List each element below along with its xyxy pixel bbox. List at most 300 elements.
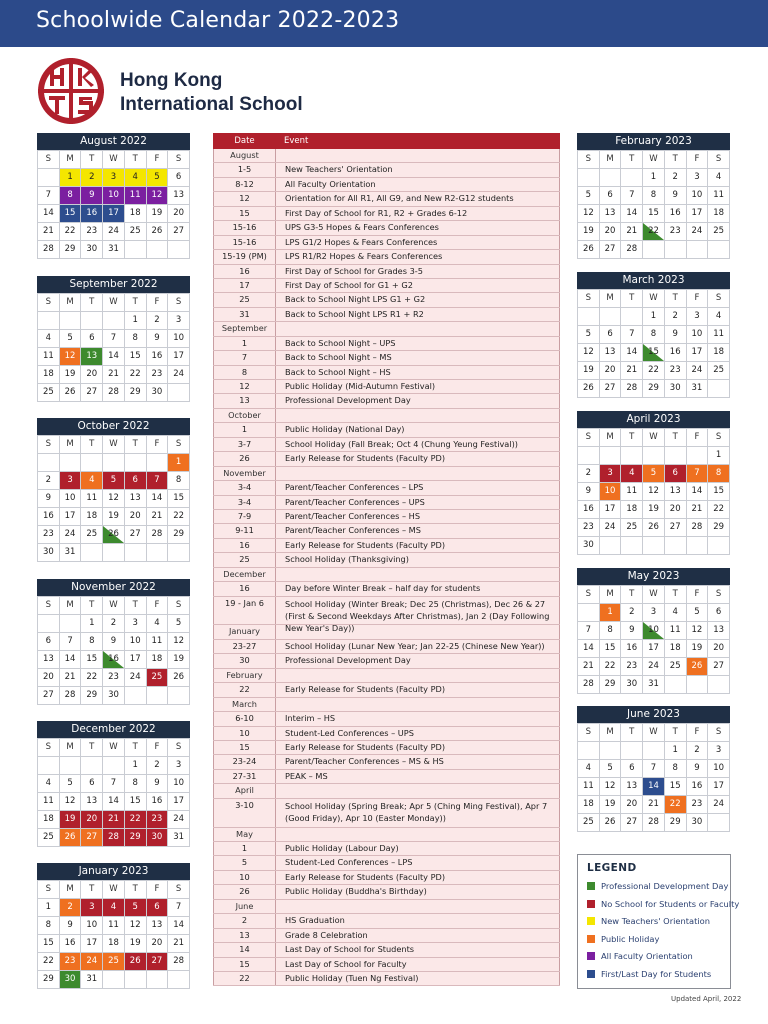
calendar-day: 19 xyxy=(147,205,169,223)
event-row xyxy=(213,842,560,856)
weekday-label: F xyxy=(687,586,709,604)
event-row xyxy=(213,755,560,769)
calendar-day: 26 xyxy=(60,829,82,847)
calendar-day: 19 xyxy=(125,935,147,953)
weekday-label: W xyxy=(643,290,665,308)
calendar-day: 22 xyxy=(125,366,147,384)
calendar-day: 9 xyxy=(578,483,600,501)
calendar-day: 7 xyxy=(38,187,60,205)
weekday-label: F xyxy=(687,724,709,742)
event-date: 8 xyxy=(213,366,276,379)
legend-swatch xyxy=(587,882,595,890)
event-date: 17 xyxy=(213,279,276,292)
event-date: 2 xyxy=(213,914,276,927)
calendar-day: 10 xyxy=(168,330,190,348)
calendar-day: 10 xyxy=(708,760,730,778)
calendar-day: 13 xyxy=(600,344,622,362)
calendar-empty-cell xyxy=(168,544,190,562)
calendar-empty-cell xyxy=(147,687,169,705)
event-description: Parent/Teacher Conferences – UPS xyxy=(276,496,560,509)
calendar-day: 17 xyxy=(600,501,622,519)
calendar-day: 28 xyxy=(621,380,643,398)
event-row xyxy=(213,423,560,437)
event-description: LPS G1/2 Hopes & Fears Conferences xyxy=(276,236,560,249)
event-date: 1-5 xyxy=(213,163,276,176)
legend-item xyxy=(587,933,659,945)
calendar-day: 19 xyxy=(578,223,600,241)
event-row xyxy=(213,293,560,307)
event-row xyxy=(213,856,560,870)
weekday-label: S xyxy=(708,724,730,742)
event-date: 16 xyxy=(213,265,276,278)
calendar-day: 13 xyxy=(168,187,190,205)
weekday-label: T xyxy=(81,436,103,454)
calendar-day: 20 xyxy=(125,508,147,526)
calendar-april-2023 xyxy=(577,411,730,555)
event-row xyxy=(213,207,560,221)
weekday-label: S xyxy=(38,294,60,312)
weekday-label: S xyxy=(578,429,600,447)
calendar-day: 8 xyxy=(81,633,103,651)
calendar-grid xyxy=(37,293,190,402)
weekday-label: W xyxy=(103,151,125,169)
calendar-day: 24 xyxy=(103,223,125,241)
calendar-empty-cell xyxy=(621,447,643,465)
event-row xyxy=(213,265,560,279)
event-row xyxy=(213,727,560,741)
calendar-day: 24 xyxy=(168,811,190,829)
event-row xyxy=(213,452,560,466)
event-date: June xyxy=(213,900,276,913)
calendar-day: 21 xyxy=(60,669,82,687)
calendar-day: 14 xyxy=(168,917,190,935)
calendar-day: 30 xyxy=(578,537,600,555)
calendar-day: 21 xyxy=(643,796,665,814)
event-description: Back to School Night – MS xyxy=(276,351,560,364)
event-description: Parent/Teacher Conferences – LPS xyxy=(276,481,560,494)
calendar-day: 7 xyxy=(643,760,665,778)
calendar-day: 23 xyxy=(38,526,60,544)
calendar-empty-cell xyxy=(60,757,82,775)
calendar-day: 9 xyxy=(621,622,643,640)
calendar-day: 10 xyxy=(643,622,665,640)
calendar-empty-cell xyxy=(147,971,169,989)
month-row xyxy=(213,828,560,842)
event-row xyxy=(213,885,560,899)
calendar-empty-cell xyxy=(687,537,709,555)
school-name-line1: Hong Kong xyxy=(120,70,223,91)
event-description: Back to School Night LPS R1 + R2 xyxy=(276,308,560,321)
calendar-day: 1 xyxy=(125,312,147,330)
calendar-day: 18 xyxy=(81,508,103,526)
calendar-day: 9 xyxy=(103,633,125,651)
calendar-day: 3 xyxy=(125,615,147,633)
event-row xyxy=(213,958,560,972)
calendar-day: 17 xyxy=(168,348,190,366)
event-date: 16 xyxy=(213,539,276,552)
event-description: Professional Development Day xyxy=(276,394,560,407)
weekday-label: S xyxy=(708,151,730,169)
calendar-day: 27 xyxy=(708,658,730,676)
weekday-label: F xyxy=(147,436,169,454)
legend-title: LEGEND xyxy=(587,862,637,874)
calendar-empty-cell xyxy=(38,615,60,633)
event-date: 22 xyxy=(213,683,276,696)
calendar-day: 5 xyxy=(168,615,190,633)
calendar-empty-cell xyxy=(168,384,190,402)
weekday-label: T xyxy=(125,597,147,615)
calendar-day: 3 xyxy=(168,757,190,775)
weekday-label: M xyxy=(60,151,82,169)
calendar-day: 6 xyxy=(600,187,622,205)
calendar-day: 5 xyxy=(578,187,600,205)
event-row xyxy=(213,308,560,322)
calendar-day: 14 xyxy=(60,651,82,669)
weekday-label: T xyxy=(665,151,687,169)
calendar-june-2023 xyxy=(577,706,730,832)
calendar-empty-cell xyxy=(578,604,600,622)
event-date: 10 xyxy=(213,727,276,740)
weekday-label: M xyxy=(60,597,82,615)
calendar-day: 1 xyxy=(60,169,82,187)
event-description: Early Release for Students (Faculty PD) xyxy=(276,539,560,552)
weekday-label: S xyxy=(168,597,190,615)
calendar-empty-cell xyxy=(81,312,103,330)
calendar-day: 22 xyxy=(168,508,190,526)
event-description: Last Day of School for Students xyxy=(276,943,560,956)
event-date: 27-31 xyxy=(213,770,276,783)
event-description: Grade 8 Celebration xyxy=(276,929,560,942)
event-row xyxy=(213,236,560,250)
calendar-day: 19 xyxy=(643,501,665,519)
event-row xyxy=(213,524,560,538)
calendar-empty-cell xyxy=(168,241,190,259)
event-description: Public Holiday (Tuen Ng Festival) xyxy=(276,972,560,985)
event-description: PEAK – MS xyxy=(276,770,560,783)
calendar-empty-cell xyxy=(60,615,82,633)
calendar-day: 7 xyxy=(103,330,125,348)
calendar-day: 29 xyxy=(125,384,147,402)
calendar-month-title: June 2023 xyxy=(577,706,730,723)
calendar-january-2023 xyxy=(37,863,190,989)
calendar-day: 6 xyxy=(38,633,60,651)
calendar-empty-cell xyxy=(600,169,622,187)
calendar-day: 29 xyxy=(81,687,103,705)
calendar-day: 16 xyxy=(103,651,125,669)
calendar-day: 29 xyxy=(60,241,82,259)
calendar-day: 23 xyxy=(665,362,687,380)
calendar-day: 13 xyxy=(600,205,622,223)
calendar-empty-cell xyxy=(125,544,147,562)
calendar-day: 9 xyxy=(147,775,169,793)
calendar-day: 3 xyxy=(600,465,622,483)
calendar-day: 3 xyxy=(708,742,730,760)
calendar-empty-cell xyxy=(708,241,730,259)
event-description: Orientation for All R1, All G9, and New R2-G12 students xyxy=(276,192,560,205)
calendar-empty-cell xyxy=(81,544,103,562)
calendar-december-2022 xyxy=(37,721,190,847)
calendar-day: 10 xyxy=(125,633,147,651)
calendar-day: 16 xyxy=(665,344,687,362)
event-row xyxy=(213,929,560,943)
event-column-header: Event xyxy=(284,136,309,146)
month-row xyxy=(213,698,560,712)
weekday-label: M xyxy=(600,429,622,447)
calendar-day: 12 xyxy=(643,483,665,501)
event-row xyxy=(213,712,560,726)
weekday-label: S xyxy=(578,290,600,308)
calendar-day: 16 xyxy=(621,640,643,658)
event-date: 30 xyxy=(213,654,276,667)
calendar-empty-cell xyxy=(103,544,125,562)
event-description: Public Holiday (Buddha's Birthday) xyxy=(276,885,560,898)
event-date: 1 xyxy=(213,842,276,855)
calendar-day: 28 xyxy=(103,384,125,402)
calendar-month-title: March 2023 xyxy=(577,272,730,289)
calendar-day: 24 xyxy=(708,796,730,814)
calendar-day: 8 xyxy=(60,187,82,205)
weekday-label: M xyxy=(60,436,82,454)
calendar-grid xyxy=(37,150,190,259)
event-row xyxy=(213,394,560,408)
calendar-day: 24 xyxy=(687,362,709,380)
calendar-day: 15 xyxy=(643,344,665,362)
event-row xyxy=(213,192,560,206)
event-row xyxy=(213,972,560,986)
calendar-day: 21 xyxy=(103,811,125,829)
calendar-day: 4 xyxy=(38,330,60,348)
calendar-day: 27 xyxy=(81,829,103,847)
event-row xyxy=(213,654,560,668)
weekday-label: W xyxy=(103,436,125,454)
calendar-day: 6 xyxy=(81,330,103,348)
calendar-empty-cell xyxy=(168,971,190,989)
event-row xyxy=(213,770,560,784)
calendar-day: 22 xyxy=(643,223,665,241)
event-row xyxy=(213,380,560,394)
calendar-empty-cell xyxy=(147,241,169,259)
calendar-empty-cell xyxy=(687,676,709,694)
calendar-day: 3 xyxy=(60,472,82,490)
calendar-day: 31 xyxy=(168,829,190,847)
calendar-empty-cell xyxy=(103,757,125,775)
calendar-empty-cell xyxy=(600,447,622,465)
calendar-day: 30 xyxy=(103,687,125,705)
event-description xyxy=(276,409,560,422)
calendar-day: 12 xyxy=(147,187,169,205)
legend-swatch xyxy=(587,900,595,908)
calendar-day: 25 xyxy=(578,814,600,832)
weekday-label: M xyxy=(600,290,622,308)
calendar-day: 11 xyxy=(621,483,643,501)
calendar-day: 4 xyxy=(665,604,687,622)
weekday-label: T xyxy=(81,597,103,615)
legend-label: Professional Development Day xyxy=(601,881,729,891)
calendar-month-title: October 2022 xyxy=(37,418,190,435)
calendar-day: 2 xyxy=(665,308,687,326)
calendar-empty-cell xyxy=(125,241,147,259)
calendar-day: 3 xyxy=(643,604,665,622)
calendar-day: 16 xyxy=(665,205,687,223)
event-date: 23-27 xyxy=(213,640,276,653)
calendar-empty-cell xyxy=(103,971,125,989)
event-row xyxy=(213,496,560,510)
calendar-day: 23 xyxy=(103,669,125,687)
calendar-day: 11 xyxy=(665,622,687,640)
calendar-day: 22 xyxy=(125,811,147,829)
calendar-day: 17 xyxy=(708,778,730,796)
calendar-empty-cell xyxy=(38,169,60,187)
calendar-day: 24 xyxy=(168,366,190,384)
calendar-day: 1 xyxy=(643,308,665,326)
calendar-day: 12 xyxy=(125,917,147,935)
weekday-label: F xyxy=(147,294,169,312)
weekday-label: S xyxy=(168,151,190,169)
calendar-empty-cell xyxy=(621,537,643,555)
calendar-day: 30 xyxy=(60,971,82,989)
event-description xyxy=(276,900,560,913)
event-date: 25 xyxy=(213,293,276,306)
calendar-day: 9 xyxy=(60,917,82,935)
calendar-month-title: January 2023 xyxy=(37,863,190,880)
calendar-empty-cell xyxy=(147,544,169,562)
calendar-day: 24 xyxy=(600,519,622,537)
event-date: 5 xyxy=(213,856,276,869)
month-row xyxy=(213,149,560,163)
weekday-label: T xyxy=(125,881,147,899)
calendar-day: 21 xyxy=(103,366,125,384)
calendar-day: 29 xyxy=(665,814,687,832)
calendar-day: 19 xyxy=(103,508,125,526)
calendar-day: 18 xyxy=(103,935,125,953)
calendar-day: 15 xyxy=(81,651,103,669)
calendar-day: 26 xyxy=(643,519,665,537)
calendar-day: 5 xyxy=(687,604,709,622)
calendar-day: 27 xyxy=(621,814,643,832)
event-description xyxy=(276,568,560,581)
calendar-day: 27 xyxy=(81,384,103,402)
calendar-day: 19 xyxy=(687,640,709,658)
event-row xyxy=(213,914,560,928)
calendar-day: 23 xyxy=(687,796,709,814)
event-date: 15-16 xyxy=(213,221,276,234)
calendar-day: 14 xyxy=(103,793,125,811)
weekday-label: F xyxy=(687,151,709,169)
date-column-header: Date xyxy=(234,136,255,146)
calendar-day: 11 xyxy=(578,778,600,796)
calendar-day: 15 xyxy=(125,793,147,811)
calendar-day: 23 xyxy=(60,953,82,971)
calendar-day: 15 xyxy=(38,935,60,953)
event-description: HS Graduation xyxy=(276,914,560,927)
calendar-day: 14 xyxy=(687,483,709,501)
calendar-day: 17 xyxy=(687,205,709,223)
weekday-label: T xyxy=(621,724,643,742)
calendar-day: 5 xyxy=(643,465,665,483)
calendar-day: 8 xyxy=(125,330,147,348)
event-row xyxy=(213,510,560,524)
calendar-day: 20 xyxy=(168,205,190,223)
event-date: August xyxy=(213,149,276,162)
calendar-day: 26 xyxy=(687,658,709,676)
event-date: 10 xyxy=(213,871,276,884)
calendar-day: 6 xyxy=(81,775,103,793)
calendar-day: 17 xyxy=(125,651,147,669)
calendar-day: 11 xyxy=(147,633,169,651)
event-row xyxy=(213,799,560,828)
event-row xyxy=(213,221,560,235)
calendar-day: 23 xyxy=(621,658,643,676)
calendar-day: 7 xyxy=(147,472,169,490)
calendar-day: 14 xyxy=(103,348,125,366)
events-table xyxy=(213,133,560,986)
event-date: December xyxy=(213,568,276,581)
calendar-day: 18 xyxy=(578,796,600,814)
event-description: School Holiday (Fall Break; Oct 4 (Chung Yeung Festival)) xyxy=(276,438,560,451)
calendar-day: 17 xyxy=(81,935,103,953)
calendar-day: 10 xyxy=(687,187,709,205)
calendar-day: 26 xyxy=(147,223,169,241)
event-date: September xyxy=(213,322,276,335)
calendar-day: 9 xyxy=(147,330,169,348)
calendar-empty-cell xyxy=(38,312,60,330)
legend-label: Public Holiday xyxy=(601,933,660,944)
calendar-day: 1 xyxy=(81,615,103,633)
calendar-day: 31 xyxy=(60,544,82,562)
calendar-day: 25 xyxy=(665,658,687,676)
calendar-day: 18 xyxy=(147,651,169,669)
calendar-day: 4 xyxy=(147,615,169,633)
calendar-day: 16 xyxy=(147,348,169,366)
calendar-day: 1 xyxy=(600,604,622,622)
calendar-day: 20 xyxy=(147,935,169,953)
month-row xyxy=(213,625,560,639)
event-date: 15 xyxy=(213,741,276,754)
calendar-day: 25 xyxy=(38,829,60,847)
calendar-day: 3 xyxy=(81,899,103,917)
event-description: Professional Development Day xyxy=(276,654,560,667)
legend-label: First/Last Day for Students xyxy=(601,968,712,979)
calendar-day: 16 xyxy=(578,501,600,519)
month-row xyxy=(213,784,560,798)
calendar-day: 8 xyxy=(643,326,665,344)
calendar-day: 29 xyxy=(600,676,622,694)
weekday-label: T xyxy=(125,739,147,757)
calendar-grid xyxy=(577,723,730,832)
calendar-day: 22 xyxy=(643,362,665,380)
calendar-day: 5 xyxy=(125,899,147,917)
calendar-day: 21 xyxy=(38,223,60,241)
calendar-grid xyxy=(37,435,190,562)
calendar-day: 23 xyxy=(81,223,103,241)
calendar-day: 21 xyxy=(621,223,643,241)
calendar-day: 25 xyxy=(621,519,643,537)
calendar-day: 25 xyxy=(125,223,147,241)
weekday-label: F xyxy=(147,151,169,169)
calendar-empty-cell xyxy=(665,241,687,259)
calendar-day: 30 xyxy=(687,814,709,832)
event-description: Public Holiday (Labour Day) xyxy=(276,842,560,855)
event-row xyxy=(213,582,560,596)
legend-item xyxy=(587,915,710,927)
event-date: 9-11 xyxy=(213,524,276,537)
event-row xyxy=(213,163,560,177)
calendar-empty-cell xyxy=(687,447,709,465)
event-row xyxy=(213,539,560,553)
calendar-day: 21 xyxy=(578,658,600,676)
event-description: Student-Led Conferences – UPS xyxy=(276,727,560,740)
calendar-day: 27 xyxy=(38,687,60,705)
